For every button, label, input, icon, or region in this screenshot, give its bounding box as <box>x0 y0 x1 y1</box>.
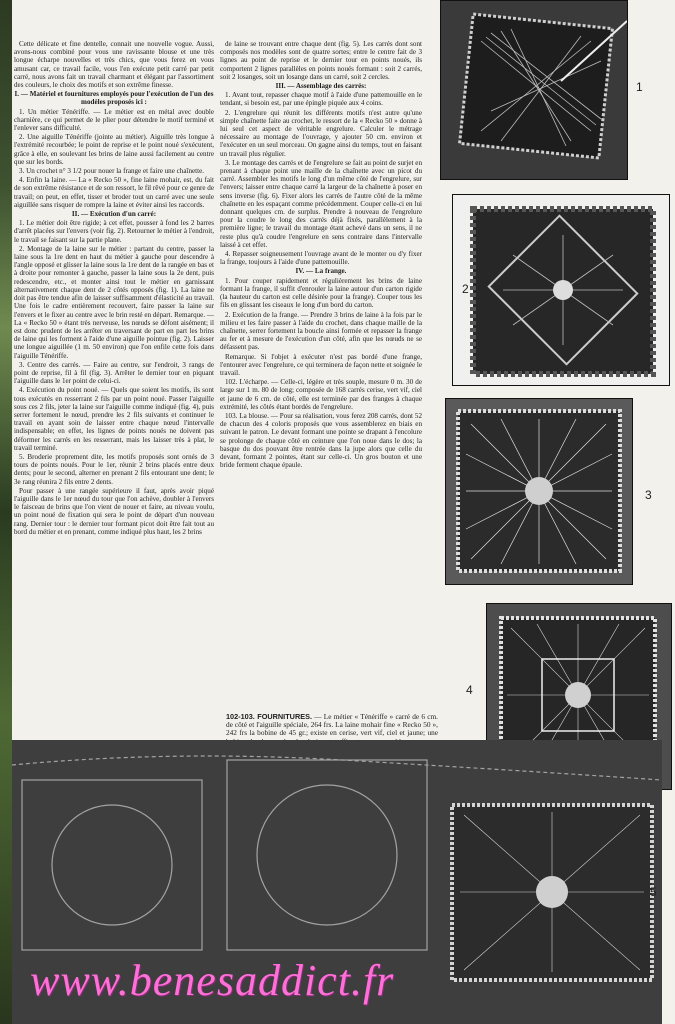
section-heading: II. — Exécution d'un carré: <box>71 210 157 219</box>
body-paragraph: 2. Une aiguille Ténériffe (jointe au métier). Aiguille très longue à l'extrémité recourbée; le point de reprise et le point noué s'exécutent, grâce à elle, en soulevant les brins de laine aussi facilement au centre que sur les bords. <box>14 133 214 166</box>
body-paragraph: 103. La blouse. — Pour sa réalisation, vous ferez 208 carrés, dont 52 de chacun des 4 coloris proposés que vous assemblerez en biais en suivant le patron. Le devant formant une pointe se drapant à l'encolure se prolonge de chaque côté en ceinture que l'on noue dans le dos; la basque du dos pouvant être rentrée dans la jupe alors que celle du devant, formant 2 pointes, étant sur celle-ci. Un gros bouton et une bride ferment chaque épaule. <box>220 411 422 470</box>
body-paragraph: 2. Exécution de la frange. — Prendre 3 brins de laine à la fois par le milieu et les faire passer à l'aide du crochet, dans chaque maille de la chaînette, serrer fortement la boucle ainsi formée et repasser la frange au fer et à mesure de l'exécution d'un côté, afin que les nœuds ne se défassent pas. <box>220 310 422 352</box>
frame-warping-illustration <box>441 1 627 179</box>
body-paragraph: 4. Enfin la laine. — La « Recko 50 », fine laine mohair, est, du fait de son extrême résistance et de son ressort, le fil rêvé pour ce genre de travail; on peut, en effet, tisser et broder tout un carré avec une seule aiguillée sans risquer de rompre la laine et éviter ainsi les raccords. <box>14 176 214 209</box>
body-paragraph: 2. Montage de la laine sur le métier : partant du centre, passer la laine sous la 1re dent en haut du métier à gauche pour descendre à l'angle opposé et glisser la laine sous la 1re dent de la rangée en bas et à droite pour remonter à gauche, passer la laine sous la 2e dent, puis redescendre, etc., et monter ainsi tout le métier en garnissant alternativement chaque dent de 2 côtés opposés (fig. 1). La laine ne doit pas être tendue afin de laisser suffisamment d'élasticité au travail. Une fois le cadre entièrement recouvert, faire passer la laine sur l'envers et le fixer au centre avec le brin resté en départ. Remarque. — La « Recko 50 » étant très nerveuse, les nœuds se défont aisément; il est donc prudent de les arrêter en traversant de part en part les brins de laine qui les forment à l'aide d'une aiguille pointue (fig. 2). Laisser une longue aiguillée (1 m. 50 environ) que l'on enfile cette fois dans l'aiguille Ténériffe. <box>14 244 214 360</box>
watermark-url: www.benesaddict.fr <box>30 956 395 1005</box>
body-paragraph: 1. Avant tout, repasser chaque motif à l'aide d'une pattemouille en le tendant, si besoin est, par une épingle piquée aux 4 coins. <box>220 91 422 108</box>
section-heading: III. — Assemblage des carrés: <box>275 82 367 91</box>
text-column-middle <box>220 40 422 600</box>
body-paragraph: 5. Broderie proprement dite, les motifs proposés sont ornés de 3 tours de points noués. Pour le 1er, réunir 2 brins placés entre deux dents; pour le second, alterner en prenant 2 fils entourant une dent; le 3e rang réunira 2 fils entre 2 dents. <box>14 452 214 486</box>
body-paragraph: 1. Le métier doit être rigide; à cet effet, pousser à fond les 2 barres d'arrêt placées sur l'envers (voir fig. 2). Retourner le métier à l'endroit, le travail se faisant sur la partie plane. <box>14 219 214 244</box>
figure-number-1: 1 <box>636 80 643 94</box>
body-paragraph: 2. L'engrelure qui réunit les différents motifs n'est autre qu'une simple chaînette faite au crochet, le ressort de la « Recko 50 » donne à lui seul cet aspect de véritable engrelure. Calculer le métrage nécessaire au montage de l'ouvrage, y ajouter 50 cm. environ et l'exécuter en un seul morceau. On gagne ainsi du temps, tout en faisant un travail plus régulier. <box>220 108 422 158</box>
figure-number-4: 4 <box>466 683 473 697</box>
section-heading: IV. — La frange. <box>295 267 347 276</box>
intro-paragraph: Cette délicate et fine dentelle, connait une nouvelle vogue. Aussi, avons-nous combiné pour vous une ravissante blouse et une très longue écharpe nouvelles et très chics, que vous ferez en vous amusant car, ce travail facile, vous l'en exécute petit carré par petit carré, nous avons fait un travail charmant et élégant par l'assortiment des couleurs, le choix des motifs et son extrême finesse. <box>14 40 214 90</box>
figure-number-3: 3 <box>645 488 652 502</box>
figure-number-5: 5 <box>650 885 657 899</box>
body-paragraph: 3. Centre des carrés. — Faire au centre, sur l'endroit, 3 rangs de point de reprise, fil à fil (fig. 3). Arrêter le dernier tour en piquant l'aiguille dans le 1er point de celui-ci. <box>14 360 214 386</box>
frame-reverse-illustration <box>453 195 669 385</box>
center-darning-illustration <box>446 399 632 584</box>
body-paragraph: 102. L'écharpe. — Celle-ci, légère et très souple, mesure 0 m. 30 de large sur 1 m. 80 de long; composée de 168 carrés cerise, vert vif, ciel et jaune de 6 cm. de côté, elle est terminée par des franges à chaque extrémité, les côtés étant bordés de l'engrelure. <box>220 378 422 411</box>
body-paragraph: 3. Le montage des carrés et de l'engrelure se fait au point de surjet en prenant à chaque point une maille de la chaînette avec un picot du carré. Assembler les motifs le long d'un même côté de l'engrelure, sur l'envers; laisser entre chaque carré la largeur de la chaînette à poser en sens inverse (fig. 6). Fixer alors les carrés de l'autre côté de la même chaînette en les espaçant comme précédemment. Couper celle-ci en lui donnant quelques cm. de surplus. Prendre à nouveau de l'engrelure pour la coudre le long des carrés déjà fixés, parallèlement à la première ligne; le travail du montage étant achevé dans un sens, il ne reste plus qu'à coudre l'engrelure en sens contraire dans l'intervalle laissé à cet effet. <box>220 158 422 249</box>
fournitures-text: — Le métier « Ténériffe » carré de 6 cm. de côté et l'aiguille spéciale, 264 frs. La laine mohair fine « Recko 50 », 242 frs la bobine de 45 gr.; existe en cerise, vert vif, ciel et jaune; une <box>226 712 438 738</box>
body-paragraph: 3. Un crochet n° 3 1/2 pour nouer la frange et faire une chaînette. <box>19 167 205 176</box>
body-paragraph: 1. Pour couper rapidement et régulièrement les brins de laine formant la frange, il suffit d'enrouler la laine autour d'un carton rigide (la hauteur du carton est celle désirée pour la frange). Couper tous les fils en glissant les ciseaux le long d'un bord du carton. <box>220 276 422 310</box>
figure-number-2: 2 <box>462 282 469 296</box>
body-paragraph: 1. Un métier Ténériffe. — Le métier est en métal avec double charnière, ce qui permet de le plier pour détendre le motif terminé et l'enlever sans difficulté. <box>14 107 214 133</box>
figure-2-photo <box>452 194 670 386</box>
fournitures-heading: 102-103. FOURNITURES. <box>226 712 312 721</box>
body-paragraph: Pour passer à une rangée supérieure il faut, après avoir piqué l'aiguille dans le 1er nœud du tour que l'on achève, doubler à l'envers le faisceau de brins que l'on vient de nouer et faire, au niveau voulu, un point noué de fixation qui sera le point de départ d'un nouveau rang. Dernier tour : le dernier tour formant picot doit être fait tout au bord du métier et en prenant, comme indiqué plus haut, les 2 brins <box>14 486 214 536</box>
figure-1-photo <box>440 0 628 180</box>
body-paragraph: 4. Repasser soigneusement l'ouvrage avant de le monter ou d'y fixer la frange, toujours à l'aide d'une pattemouille. <box>220 250 422 267</box>
page-edge-background <box>0 0 12 1024</box>
body-paragraph: Remarque. Si l'objet à exécuter n'est pas bordé d'une frange, l'entourer avec l'engrelure, ce qui terminera de façon nette et soignée le travail. <box>220 352 422 377</box>
figure-3-photo <box>445 398 633 585</box>
body-paragraph: 4. Exécution du point noué. — Quels que soient les motifs, ils sont tous exécutés en resserrant 2 fils par un point noué. Passer l'aiguille sous ces 2 fils, jeter la laine sur l'aiguille comme indiqué (fig. 4), puis serrer fortement le nœud, prendre les 2 fils suivants et continuer le travail en ayant soin de laisser entre chaque nœud l'intervalle indispensable; en effet, les lignes de points noués ne doivent pas déformer les carrés en les resserrant, mais les laisser très à plat, le travail terminé. <box>14 386 214 452</box>
text-column-left <box>14 40 214 745</box>
section-heading: I. — Matériel et fournitures employés pour l'exécution de l'un des modèles proposés ici : <box>14 90 214 107</box>
body-paragraph: de laine se trouvant entre chaque dent (fig. 5). Les carrés dont sont composés nos modèles sont de quatre sortes; entre le centre fait de 3 lignes au point de reprise et le dernier tour en points noués, ils comportent 2 lignes parallèles en points noués formant : soit 2 carrés, soit 2 losanges, soit un losange dans un carré, soit 2 cercles. <box>220 40 422 81</box>
